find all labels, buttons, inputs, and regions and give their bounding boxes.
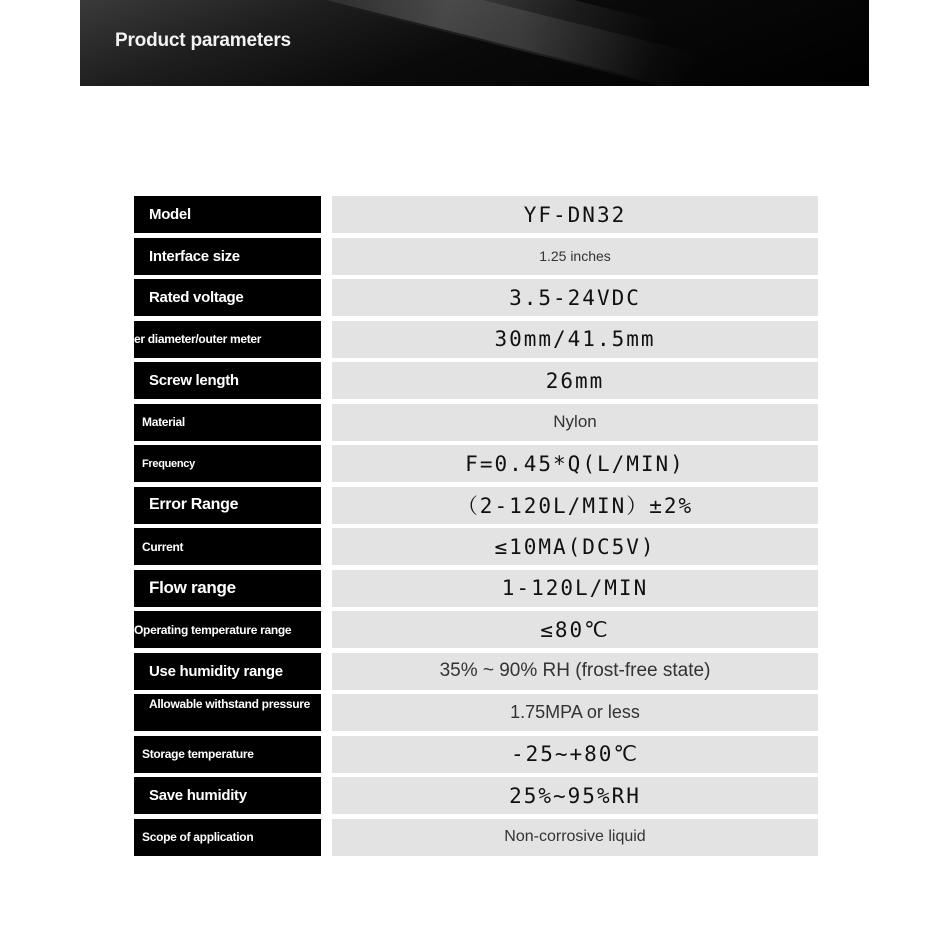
table-row <box>134 362 818 399</box>
table-row <box>134 570 818 607</box>
param-value: 35% ~ 90% RH (frost-free state) <box>332 653 818 690</box>
param-value: 25%~95%RH <box>332 777 818 814</box>
param-value: ≤80℃ <box>332 611 818 648</box>
param-value: F=0.45*Q(L/MIN) <box>332 445 818 482</box>
param-value: ≤10MA(DC5V) <box>332 528 818 565</box>
table-row <box>134 611 818 648</box>
param-label: Current <box>134 528 321 565</box>
param-value: 30mm/41.5mm <box>332 321 818 358</box>
table-row <box>134 653 818 690</box>
param-value: 1.75MPA or less <box>332 694 818 731</box>
parameter-table <box>134 196 818 860</box>
param-label: Rated voltage <box>134 279 321 316</box>
param-value: （2-120L/MIN）±2% <box>332 487 818 524</box>
table-row <box>134 321 818 358</box>
table-row <box>134 777 818 814</box>
param-label: Operating temperature range <box>134 611 321 648</box>
table-row <box>134 736 818 773</box>
param-value: Nylon <box>332 404 818 441</box>
param-label: Interface size <box>134 238 321 275</box>
param-label: Model <box>134 196 321 233</box>
param-value: 3.5-24VDC <box>332 279 818 316</box>
table-row <box>134 279 818 316</box>
param-value: 1-120L/MIN <box>332 570 818 607</box>
param-label: Material <box>134 404 321 441</box>
param-label: Scope of application <box>134 819 321 856</box>
table-row <box>134 238 818 275</box>
param-label: Allowable withstand pressure <box>134 694 321 731</box>
table-row <box>134 196 818 233</box>
param-label: Frequency <box>134 445 321 482</box>
table-row <box>134 694 818 731</box>
param-label: Flow range <box>134 570 321 607</box>
header-banner <box>80 0 869 86</box>
param-value: Non-corrosive liquid <box>332 819 818 856</box>
param-label: er diameter/outer meter <box>134 321 321 358</box>
param-value: -25~+80℃ <box>332 736 818 773</box>
param-value: 26mm <box>332 362 818 399</box>
param-label: Storage temperature <box>134 736 321 773</box>
param-label: Error Range <box>134 487 321 524</box>
page-title: Product parameters <box>115 30 291 51</box>
table-row <box>134 528 818 565</box>
param-label: Use humidity range <box>134 653 321 690</box>
param-label: Screw length <box>134 362 321 399</box>
table-row <box>134 819 818 856</box>
table-row <box>134 487 818 524</box>
param-value: YF-DN32 <box>332 196 818 233</box>
param-value: 1.25 inches <box>332 238 818 275</box>
param-label: Save humidity <box>134 777 321 814</box>
table-row <box>134 445 818 482</box>
table-row <box>134 404 818 441</box>
